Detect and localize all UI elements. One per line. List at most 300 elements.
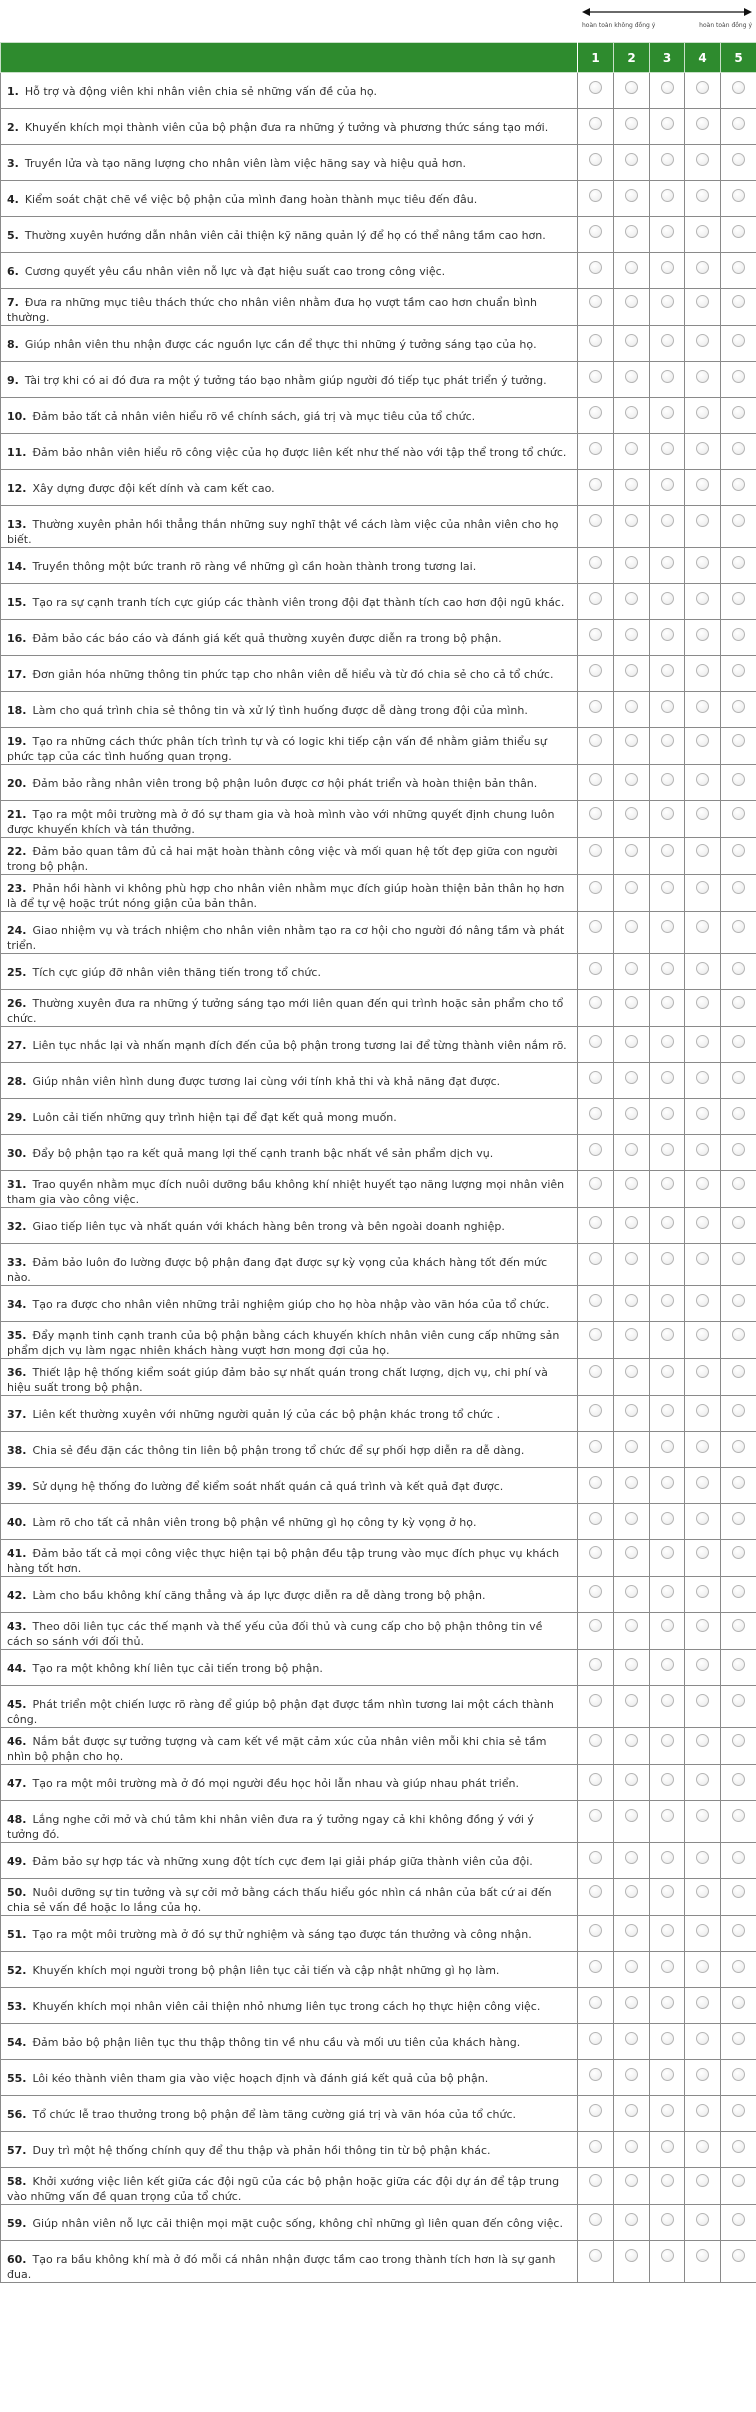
rating-radio-button[interactable] — [696, 844, 709, 857]
rating-radio-button[interactable] — [696, 2104, 709, 2117]
rating-radio-button[interactable] — [625, 81, 638, 94]
rating-radio-button[interactable] — [661, 628, 674, 641]
rating-radio-button[interactable] — [589, 117, 602, 130]
rating-radio-button[interactable] — [589, 1071, 602, 1084]
rating-radio-button[interactable] — [696, 1143, 709, 1156]
rating-radio-button[interactable] — [732, 1216, 745, 1229]
rating-radio-button[interactable] — [696, 1252, 709, 1265]
rating-radio-button[interactable] — [732, 2140, 745, 2153]
rating-radio-button[interactable] — [661, 1658, 674, 1671]
rating-radio-button[interactable] — [732, 1328, 745, 1341]
rating-radio-button[interactable] — [661, 1960, 674, 1973]
rating-radio-button[interactable] — [696, 295, 709, 308]
rating-radio-button[interactable] — [625, 1960, 638, 1973]
rating-radio-button[interactable] — [589, 1658, 602, 1671]
rating-radio-button[interactable] — [589, 1365, 602, 1378]
rating-radio-button[interactable] — [625, 514, 638, 527]
rating-radio-button[interactable] — [732, 1809, 745, 1822]
rating-radio-button[interactable] — [589, 844, 602, 857]
rating-radio-button[interactable] — [625, 2104, 638, 2117]
rating-radio-button[interactable] — [661, 1476, 674, 1489]
rating-radio-button[interactable] — [625, 1404, 638, 1417]
rating-radio-button[interactable] — [661, 478, 674, 491]
rating-radio-button[interactable] — [661, 153, 674, 166]
rating-radio-button[interactable] — [625, 1252, 638, 1265]
rating-radio-button[interactable] — [661, 996, 674, 1009]
rating-radio-button[interactable] — [732, 1107, 745, 1120]
rating-radio-button[interactable] — [589, 2068, 602, 2081]
rating-radio-button[interactable] — [661, 844, 674, 857]
rating-radio-button[interactable] — [696, 807, 709, 820]
rating-radio-button[interactable] — [661, 1996, 674, 2009]
rating-radio-button[interactable] — [661, 1851, 674, 1864]
rating-radio-button[interactable] — [661, 1440, 674, 1453]
rating-radio-button[interactable] — [661, 1773, 674, 1786]
rating-radio-button[interactable] — [625, 881, 638, 894]
rating-radio-button[interactable] — [732, 1294, 745, 1307]
rating-radio-button[interactable] — [589, 807, 602, 820]
rating-radio-button[interactable] — [696, 406, 709, 419]
rating-radio-button[interactable] — [732, 1851, 745, 1864]
rating-radio-button[interactable] — [661, 1216, 674, 1229]
rating-radio-button[interactable] — [696, 773, 709, 786]
rating-radio-button[interactable] — [625, 1996, 638, 2009]
rating-radio-button[interactable] — [589, 225, 602, 238]
rating-radio-button[interactable] — [696, 189, 709, 202]
rating-radio-button[interactable] — [696, 2174, 709, 2187]
rating-radio-button[interactable] — [661, 1177, 674, 1190]
rating-radio-button[interactable] — [589, 1107, 602, 1120]
rating-radio-button[interactable] — [625, 1143, 638, 1156]
rating-radio-button[interactable] — [625, 628, 638, 641]
rating-radio-button[interactable] — [589, 1996, 602, 2009]
rating-radio-button[interactable] — [732, 225, 745, 238]
rating-radio-button[interactable] — [696, 1512, 709, 1525]
rating-radio-button[interactable] — [589, 1546, 602, 1559]
rating-radio-button[interactable] — [661, 442, 674, 455]
rating-radio-button[interactable] — [696, 1035, 709, 1048]
rating-radio-button[interactable] — [661, 1885, 674, 1898]
rating-radio-button[interactable] — [732, 1071, 745, 1084]
rating-radio-button[interactable] — [589, 1404, 602, 1417]
rating-radio-button[interactable] — [661, 1143, 674, 1156]
rating-radio-button[interactable] — [589, 514, 602, 527]
rating-radio-button[interactable] — [661, 1107, 674, 1120]
rating-radio-button[interactable] — [589, 1619, 602, 1632]
rating-radio-button[interactable] — [732, 514, 745, 527]
rating-radio-button[interactable] — [732, 844, 745, 857]
rating-radio-button[interactable] — [696, 1440, 709, 1453]
rating-radio-button[interactable] — [625, 1440, 638, 1453]
rating-radio-button[interactable] — [589, 920, 602, 933]
rating-radio-button[interactable] — [661, 1071, 674, 1084]
rating-radio-button[interactable] — [589, 1476, 602, 1489]
rating-radio-button[interactable] — [625, 189, 638, 202]
rating-radio-button[interactable] — [625, 1365, 638, 1378]
rating-radio-button[interactable] — [661, 734, 674, 747]
rating-radio-button[interactable] — [696, 556, 709, 569]
rating-radio-button[interactable] — [625, 1512, 638, 1525]
rating-radio-button[interactable] — [589, 153, 602, 166]
rating-radio-button[interactable] — [589, 1809, 602, 1822]
rating-radio-button[interactable] — [589, 962, 602, 975]
rating-radio-button[interactable] — [661, 334, 674, 347]
rating-radio-button[interactable] — [625, 334, 638, 347]
rating-radio-button[interactable] — [696, 1658, 709, 1671]
rating-radio-button[interactable] — [732, 1885, 745, 1898]
rating-radio-button[interactable] — [661, 920, 674, 933]
rating-radio-button[interactable] — [732, 628, 745, 641]
rating-radio-button[interactable] — [625, 1585, 638, 1598]
rating-radio-button[interactable] — [732, 2213, 745, 2226]
rating-radio-button[interactable] — [732, 664, 745, 677]
rating-radio-button[interactable] — [625, 1773, 638, 1786]
rating-radio-button[interactable] — [625, 295, 638, 308]
rating-radio-button[interactable] — [589, 1734, 602, 1747]
rating-radio-button[interactable] — [661, 592, 674, 605]
rating-radio-button[interactable] — [732, 1960, 745, 1973]
rating-radio-button[interactable] — [661, 1404, 674, 1417]
rating-radio-button[interactable] — [625, 773, 638, 786]
rating-radio-button[interactable] — [625, 1071, 638, 1084]
rating-radio-button[interactable] — [589, 370, 602, 383]
rating-radio-button[interactable] — [589, 700, 602, 713]
rating-radio-button[interactable] — [589, 1694, 602, 1707]
rating-radio-button[interactable] — [696, 734, 709, 747]
rating-radio-button[interactable] — [625, 370, 638, 383]
rating-radio-button[interactable] — [661, 1294, 674, 1307]
rating-radio-button[interactable] — [661, 1546, 674, 1559]
rating-radio-button[interactable] — [732, 1512, 745, 1525]
rating-radio-button[interactable] — [625, 592, 638, 605]
rating-radio-button[interactable] — [696, 1851, 709, 1864]
rating-radio-button[interactable] — [625, 1476, 638, 1489]
rating-radio-button[interactable] — [732, 1404, 745, 1417]
rating-radio-button[interactable] — [589, 2249, 602, 2262]
rating-radio-button[interactable] — [625, 1107, 638, 1120]
rating-radio-button[interactable] — [625, 442, 638, 455]
rating-radio-button[interactable] — [661, 225, 674, 238]
rating-radio-button[interactable] — [732, 442, 745, 455]
rating-radio-button[interactable] — [625, 1694, 638, 1707]
rating-radio-button[interactable] — [589, 1851, 602, 1864]
rating-radio-button[interactable] — [589, 1585, 602, 1598]
rating-radio-button[interactable] — [732, 2104, 745, 2117]
rating-radio-button[interactable] — [625, 478, 638, 491]
rating-radio-button[interactable] — [661, 1365, 674, 1378]
rating-radio-button[interactable] — [661, 406, 674, 419]
rating-radio-button[interactable] — [732, 117, 745, 130]
rating-radio-button[interactable] — [732, 1585, 745, 1598]
rating-radio-button[interactable] — [732, 881, 745, 894]
rating-radio-button[interactable] — [661, 2140, 674, 2153]
rating-radio-button[interactable] — [661, 261, 674, 274]
rating-radio-button[interactable] — [696, 1960, 709, 1973]
rating-radio-button[interactable] — [696, 1694, 709, 1707]
rating-radio-button[interactable] — [661, 117, 674, 130]
rating-radio-button[interactable] — [625, 2140, 638, 2153]
rating-radio-button[interactable] — [661, 556, 674, 569]
rating-radio-button[interactable] — [589, 1143, 602, 1156]
rating-radio-button[interactable] — [732, 406, 745, 419]
rating-radio-button[interactable] — [589, 996, 602, 1009]
rating-radio-button[interactable] — [625, 664, 638, 677]
rating-radio-button[interactable] — [696, 700, 709, 713]
rating-radio-button[interactable] — [732, 1365, 745, 1378]
rating-radio-button[interactable] — [732, 2032, 745, 2045]
rating-radio-button[interactable] — [732, 153, 745, 166]
rating-radio-button[interactable] — [732, 807, 745, 820]
rating-radio-button[interactable] — [696, 1996, 709, 2009]
rating-radio-button[interactable] — [696, 2140, 709, 2153]
rating-radio-button[interactable] — [696, 1619, 709, 1632]
rating-radio-button[interactable] — [661, 514, 674, 527]
rating-radio-button[interactable] — [732, 962, 745, 975]
rating-radio-button[interactable] — [696, 334, 709, 347]
rating-radio-button[interactable] — [589, 1773, 602, 1786]
rating-radio-button[interactable] — [661, 2032, 674, 2045]
rating-radio-button[interactable] — [625, 1924, 638, 1937]
rating-radio-button[interactable] — [589, 556, 602, 569]
rating-radio-button[interactable] — [732, 2068, 745, 2081]
rating-radio-button[interactable] — [732, 700, 745, 713]
rating-radio-button[interactable] — [661, 2174, 674, 2187]
rating-radio-button[interactable] — [696, 1216, 709, 1229]
rating-radio-button[interactable] — [732, 996, 745, 1009]
rating-radio-button[interactable] — [589, 881, 602, 894]
rating-radio-button[interactable] — [625, 1809, 638, 1822]
rating-radio-button[interactable] — [625, 1734, 638, 1747]
rating-radio-button[interactable] — [732, 2249, 745, 2262]
rating-radio-button[interactable] — [732, 2174, 745, 2187]
rating-radio-button[interactable] — [696, 962, 709, 975]
rating-radio-button[interactable] — [732, 556, 745, 569]
rating-radio-button[interactable] — [732, 1619, 745, 1632]
rating-radio-button[interactable] — [661, 189, 674, 202]
rating-radio-button[interactable] — [661, 1252, 674, 1265]
rating-radio-button[interactable] — [661, 1924, 674, 1937]
rating-radio-button[interactable] — [732, 1546, 745, 1559]
rating-radio-button[interactable] — [625, 1177, 638, 1190]
rating-radio-button[interactable] — [696, 1071, 709, 1084]
rating-radio-button[interactable] — [625, 406, 638, 419]
rating-radio-button[interactable] — [696, 881, 709, 894]
rating-radio-button[interactable] — [696, 261, 709, 274]
rating-radio-button[interactable] — [625, 2174, 638, 2187]
rating-radio-button[interactable] — [589, 773, 602, 786]
rating-radio-button[interactable] — [732, 1734, 745, 1747]
rating-radio-button[interactable] — [732, 81, 745, 94]
rating-radio-button[interactable] — [625, 1885, 638, 1898]
rating-radio-button[interactable] — [696, 628, 709, 641]
rating-radio-button[interactable] — [696, 1773, 709, 1786]
rating-radio-button[interactable] — [625, 2068, 638, 2081]
rating-radio-button[interactable] — [625, 1658, 638, 1671]
rating-radio-button[interactable] — [625, 734, 638, 747]
rating-radio-button[interactable] — [589, 1177, 602, 1190]
rating-radio-button[interactable] — [732, 1252, 745, 1265]
rating-radio-button[interactable] — [589, 189, 602, 202]
rating-radio-button[interactable] — [625, 2213, 638, 2226]
rating-radio-button[interactable] — [696, 1924, 709, 1937]
rating-radio-button[interactable] — [625, 2249, 638, 2262]
rating-radio-button[interactable] — [589, 478, 602, 491]
rating-radio-button[interactable] — [696, 592, 709, 605]
rating-radio-button[interactable] — [661, 664, 674, 677]
rating-radio-button[interactable] — [625, 920, 638, 933]
rating-radio-button[interactable] — [589, 1328, 602, 1341]
rating-radio-button[interactable] — [589, 1960, 602, 1973]
rating-radio-button[interactable] — [696, 1734, 709, 1747]
rating-radio-button[interactable] — [625, 556, 638, 569]
rating-radio-button[interactable] — [696, 370, 709, 383]
rating-radio-button[interactable] — [589, 1294, 602, 1307]
rating-radio-button[interactable] — [589, 406, 602, 419]
rating-radio-button[interactable] — [589, 442, 602, 455]
rating-radio-button[interactable] — [625, 1035, 638, 1048]
rating-radio-button[interactable] — [732, 261, 745, 274]
rating-radio-button[interactable] — [696, 920, 709, 933]
rating-radio-button[interactable] — [589, 1512, 602, 1525]
rating-radio-button[interactable] — [732, 592, 745, 605]
rating-radio-button[interactable] — [661, 773, 674, 786]
rating-radio-button[interactable] — [696, 996, 709, 1009]
rating-radio-button[interactable] — [696, 1177, 709, 1190]
rating-radio-button[interactable] — [625, 996, 638, 1009]
rating-radio-button[interactable] — [661, 295, 674, 308]
rating-radio-button[interactable] — [732, 189, 745, 202]
rating-radio-button[interactable] — [589, 295, 602, 308]
rating-radio-button[interactable] — [625, 225, 638, 238]
rating-radio-button[interactable] — [732, 1996, 745, 2009]
rating-radio-button[interactable] — [732, 773, 745, 786]
rating-radio-button[interactable] — [589, 628, 602, 641]
rating-radio-button[interactable] — [661, 881, 674, 894]
rating-radio-button[interactable] — [589, 664, 602, 677]
rating-radio-button[interactable] — [589, 1440, 602, 1453]
rating-radio-button[interactable] — [661, 1734, 674, 1747]
rating-radio-button[interactable] — [589, 334, 602, 347]
rating-radio-button[interactable] — [661, 1035, 674, 1048]
rating-radio-button[interactable] — [625, 117, 638, 130]
rating-radio-button[interactable] — [732, 295, 745, 308]
rating-radio-button[interactable] — [696, 153, 709, 166]
rating-radio-button[interactable] — [661, 2104, 674, 2117]
rating-radio-button[interactable] — [625, 807, 638, 820]
rating-radio-button[interactable] — [732, 1773, 745, 1786]
rating-radio-button[interactable] — [696, 1365, 709, 1378]
rating-radio-button[interactable] — [696, 664, 709, 677]
rating-radio-button[interactable] — [589, 734, 602, 747]
rating-radio-button[interactable] — [661, 1809, 674, 1822]
rating-radio-button[interactable] — [625, 700, 638, 713]
rating-radio-button[interactable] — [625, 153, 638, 166]
rating-radio-button[interactable] — [696, 1809, 709, 1822]
rating-radio-button[interactable] — [696, 225, 709, 238]
rating-radio-button[interactable] — [625, 2032, 638, 2045]
rating-radio-button[interactable] — [625, 1546, 638, 1559]
rating-radio-button[interactable] — [696, 478, 709, 491]
rating-radio-button[interactable] — [661, 1585, 674, 1598]
rating-radio-button[interactable] — [589, 1885, 602, 1898]
rating-radio-button[interactable] — [661, 370, 674, 383]
rating-radio-button[interactable] — [732, 1658, 745, 1671]
rating-radio-button[interactable] — [732, 1177, 745, 1190]
rating-radio-button[interactable] — [696, 1546, 709, 1559]
rating-radio-button[interactable] — [625, 1328, 638, 1341]
rating-radio-button[interactable] — [589, 2174, 602, 2187]
rating-radio-button[interactable] — [661, 2068, 674, 2081]
rating-radio-button[interactable] — [732, 1694, 745, 1707]
rating-radio-button[interactable] — [732, 478, 745, 491]
rating-radio-button[interactable] — [696, 117, 709, 130]
rating-radio-button[interactable] — [661, 1619, 674, 1632]
rating-radio-button[interactable] — [625, 1851, 638, 1864]
rating-radio-button[interactable] — [625, 1294, 638, 1307]
rating-radio-button[interactable] — [696, 1476, 709, 1489]
rating-radio-button[interactable] — [625, 844, 638, 857]
rating-radio-button[interactable] — [696, 1885, 709, 1898]
rating-radio-button[interactable] — [589, 2213, 602, 2226]
rating-radio-button[interactable] — [589, 592, 602, 605]
rating-radio-button[interactable] — [661, 807, 674, 820]
rating-radio-button[interactable] — [696, 2068, 709, 2081]
rating-radio-button[interactable] — [589, 1035, 602, 1048]
rating-radio-button[interactable] — [589, 261, 602, 274]
rating-radio-button[interactable] — [625, 261, 638, 274]
rating-radio-button[interactable] — [732, 1924, 745, 1937]
rating-radio-button[interactable] — [732, 734, 745, 747]
rating-radio-button[interactable] — [732, 1476, 745, 1489]
rating-radio-button[interactable] — [732, 920, 745, 933]
rating-radio-button[interactable] — [696, 2249, 709, 2262]
rating-radio-button[interactable] — [625, 962, 638, 975]
rating-radio-button[interactable] — [696, 2213, 709, 2226]
rating-radio-button[interactable] — [589, 1924, 602, 1937]
rating-radio-button[interactable] — [661, 2213, 674, 2226]
rating-radio-button[interactable] — [661, 1328, 674, 1341]
rating-radio-button[interactable] — [732, 1035, 745, 1048]
rating-radio-button[interactable] — [696, 81, 709, 94]
rating-radio-button[interactable] — [589, 1216, 602, 1229]
rating-radio-button[interactable] — [732, 370, 745, 383]
rating-radio-button[interactable] — [696, 1294, 709, 1307]
rating-radio-button[interactable] — [661, 2249, 674, 2262]
rating-radio-button[interactable] — [625, 1216, 638, 1229]
rating-radio-button[interactable] — [589, 2140, 602, 2153]
rating-radio-button[interactable] — [661, 700, 674, 713]
rating-radio-button[interactable] — [589, 1252, 602, 1265]
rating-radio-button[interactable] — [696, 1107, 709, 1120]
rating-radio-button[interactable] — [661, 1512, 674, 1525]
rating-radio-button[interactable] — [589, 2032, 602, 2045]
rating-radio-button[interactable] — [696, 442, 709, 455]
rating-radio-button[interactable] — [732, 334, 745, 347]
rating-radio-button[interactable] — [661, 962, 674, 975]
rating-radio-button[interactable] — [696, 514, 709, 527]
rating-radio-button[interactable] — [661, 81, 674, 94]
rating-radio-button[interactable] — [696, 1585, 709, 1598]
rating-radio-button[interactable] — [661, 1694, 674, 1707]
rating-radio-button[interactable] — [696, 1328, 709, 1341]
rating-radio-button[interactable] — [696, 1404, 709, 1417]
rating-radio-button[interactable] — [625, 1619, 638, 1632]
rating-radio-button[interactable] — [589, 81, 602, 94]
rating-radio-button[interactable] — [589, 2104, 602, 2117]
rating-radio-button[interactable] — [732, 1143, 745, 1156]
rating-radio-button[interactable] — [696, 2032, 709, 2045]
rating-radio-button[interactable] — [732, 1440, 745, 1453]
